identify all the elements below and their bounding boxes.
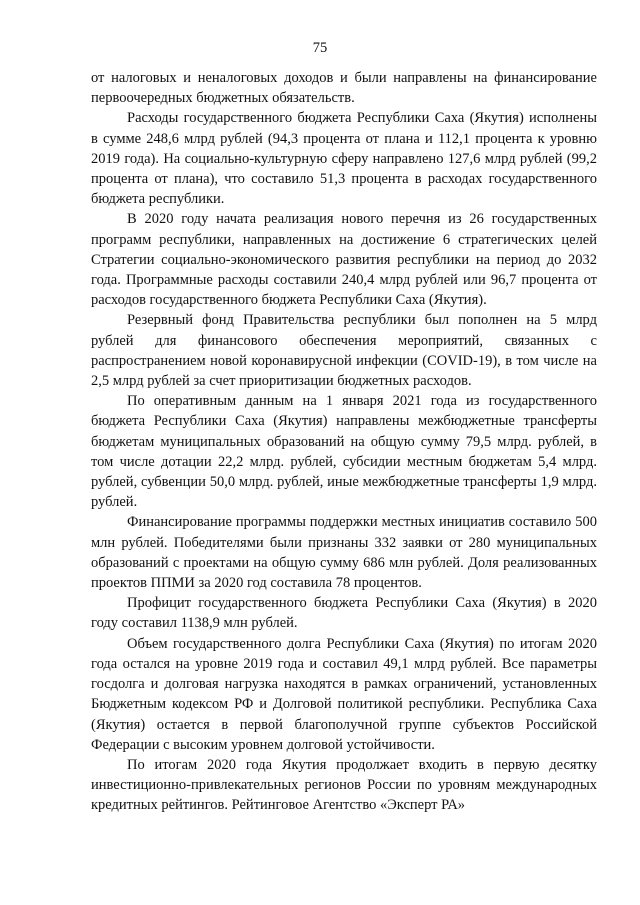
paragraph-credit-ratings: По итогам 2020 года Якутия продолжает входить в первую десятку инвестиционно-привлекательных регионов России по уровням международных кредитных рейтингов. Рейтинговое Агентство «Эксперт РА» <box>91 756 597 814</box>
paragraph-local-initiatives: Финансирование программы поддержки местных инициатив составило 500 млн рублей. Победителями были признаны 332 заявки от 280 муниципальных образований с проектами на общую сумму 686 млн рублей. Доля реализованных проектов ППМИ за 2020 год составила 78 процентов. <box>91 514 597 592</box>
paragraph-reserve-fund: Резервный фонд Правительства республики был пополнен на 5 млрд рублей для финансового обеспечения мероприятий, связанных с распространением новой коронавирусной инфекции (COVID-19), в том числе на 2,5 млрд рублей за счет приоритизации бюджетных расходов. <box>91 312 597 390</box>
paragraph-state-debt: Объем государственного долга Республики Саха (Якутия) по итогам 2020 года остался на уровне 2019 года и составил 49,1 млрд рублей. Все параметры госдолга и долговая нагрузка находятся в рамках ограничений, установленных Бюджетным кодексом РФ и Долговой политикой республики. Республика Саха (Якутия) остается в первой благополучной группе субъектов Российской Федерации с высоким уровнем долговой устойчивости. <box>91 635 597 753</box>
document-body <box>91 68 597 816</box>
paragraph-budget-surplus: Профицит государственного бюджета Республики Саха (Якутия) в 2020 году составил 1138,9 млн рублей. <box>91 595 597 632</box>
paragraph-interbudget-transfers: По оперативным данным на 1 января 2021 года из государственного бюджета Республики Саха (Якутия) направлены межбюджетные трансферты бюджетам муниципальных образований на общую сумму 79,5 млрд. рублей, в том числе дотации 22,2 млрд. рублей, субсидии местным бюджетам 5,4 млрд. рублей, субвенции 50,0 млрд. рублей, иные межбюджетные трансферты 1,9 млрд. рублей. <box>91 393 597 511</box>
paragraph-state-programs: В 2020 году начата реализация нового перечня из 26 государственных программ республики, направленных на достижение 6 стратегических целей Стратегии социально-экономического развития республики на период до 2032 года. Программные расходы составили 240,4 млрд рублей или 96,7 процента от расходов государственного бюджета Республики Саха (Якутия). <box>91 211 597 309</box>
paragraph-expenditures: Расходы государственного бюджета Республики Саха (Якутия) исполнены в сумме 248,6 млрд рублей (94,3 процента от плана и 112,1 процента к уровню 2019 года). На социально-культурную сферу направлено 127,6 млрд рублей (99,2 процента от плана), что составило 51,3 процента в расходах государственного бюджета республики. <box>91 110 597 208</box>
page-number: 75 <box>312 40 328 56</box>
paragraph-continuation: от налоговых и неналоговых доходов и были направлены на финансирование первоочередных бюджетных обязательств. <box>91 70 597 107</box>
